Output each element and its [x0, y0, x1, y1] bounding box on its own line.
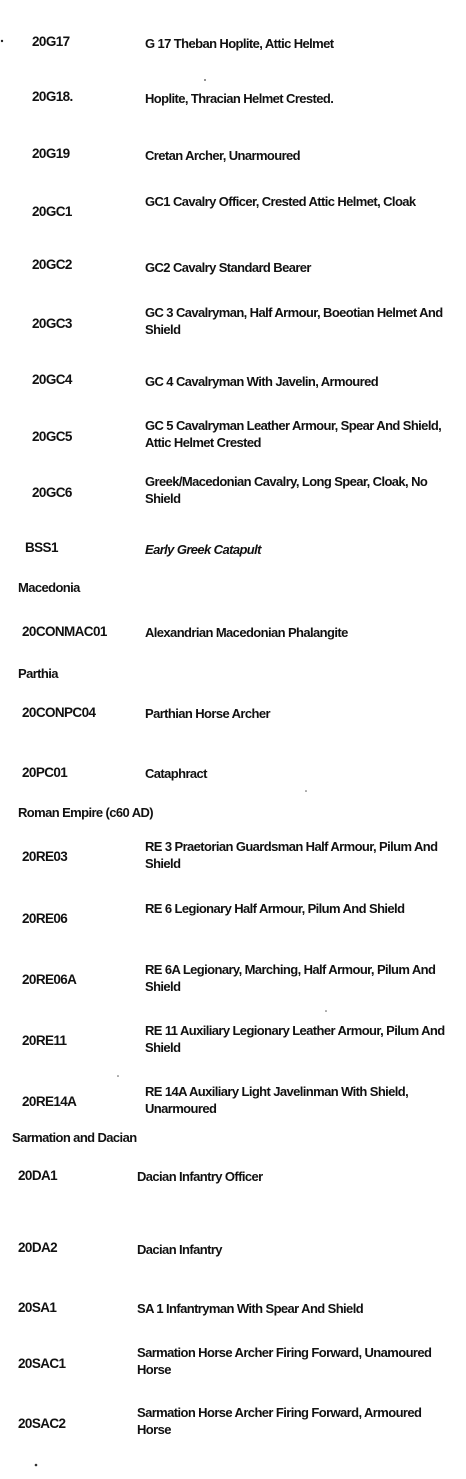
section-heading: Macedonia — [18, 580, 80, 595]
item-description: G 17 Theban Hoplite, Attic Helmet — [145, 36, 334, 51]
item-code: 20RE03 — [22, 849, 68, 864]
item-description: Parthian Horse Archer — [145, 706, 270, 721]
item-description: Greek/Macedonian Cavalry, Long Spear, Cloak, No Shield — [145, 474, 428, 506]
item-code: 20PC01 — [22, 765, 68, 780]
item-code: 20GC3 — [32, 316, 72, 331]
item-code: 20CONPC04 — [22, 705, 96, 720]
section-heading: Parthia — [18, 666, 58, 681]
item-code: 20GC6 — [32, 485, 72, 500]
item-code: 20GC1 — [32, 204, 72, 219]
item-code: 20DA2 — [18, 1240, 58, 1255]
item-description: GC 4 Cavalryman With Javelin, Armoured — [145, 374, 379, 389]
item-code: BSS1 — [25, 540, 58, 555]
item-description: Dacian Infantry Officer — [137, 1169, 263, 1184]
section-heading: Roman Empire (c60 AD) — [18, 805, 154, 820]
item-description: Sarmation Horse Archer Firing Forward, Armoured Horse — [137, 1405, 422, 1437]
item-description: Early Greek Catapult — [145, 542, 261, 557]
item-description: RE 3 Praetorian Guardsman Half Armour, Pilum And Shield — [145, 839, 438, 871]
item-code: 20GC2 — [32, 257, 72, 272]
item-code: 20GC4 — [32, 372, 72, 387]
item-description: GC1 Cavalry Officer, Crested Attic Helmet, Cloak — [145, 194, 416, 209]
item-code: 20GC5 — [32, 429, 72, 444]
item-code: 20G19 — [32, 146, 70, 161]
item-description: GC 3 Cavalryman, Half Armour, Boeotian Helmet And Shield — [145, 305, 443, 337]
item-code: 20CONMAC01 — [22, 624, 107, 639]
item-description: Cretan Archer, Unarmoured — [145, 148, 301, 163]
item-description: RE 14A Auxiliary Light Javelinman With Shield, Unarmoured — [145, 1084, 409, 1116]
item-code: 20RE06 — [22, 911, 68, 926]
item-description: GC2 Cavalry Standard Bearer — [145, 260, 311, 275]
item-description: RE 11 Auxiliary Legionary Leather Armour, Pilum And Shield — [145, 1023, 445, 1055]
item-description: Hoplite, Thracian Helmet Crested. — [145, 91, 334, 106]
item-code: 20DA1 — [18, 1168, 58, 1183]
item-code: 20G18. — [32, 89, 73, 104]
item-description: Sarmation Horse Archer Firing Forward, Unamoured Horse — [137, 1345, 432, 1377]
item-description: Cataphract — [145, 766, 207, 781]
item-code: 20SAC1 — [18, 1356, 66, 1371]
section-heading: Sarmation and Dacian — [12, 1130, 137, 1145]
item-code: 20SA1 — [18, 1300, 57, 1315]
item-code: 20RE14A — [22, 1094, 77, 1109]
item-code: 20RE06A — [22, 972, 77, 987]
item-description: RE 6A Legionary, Marching, Half Armour, Pilum And Shield — [145, 962, 436, 994]
item-code: 20G17 — [32, 34, 70, 49]
item-description: RE 6 Legionary Half Armour, Pilum And Shield — [145, 901, 405, 916]
item-description: Alexandrian Macedonian Phalangite — [145, 625, 348, 640]
item-description: GC 5 Cavalryman Leather Armour, Spear And Shield, Attic Helmet Crested — [145, 418, 442, 450]
item-description: SA 1 Infantryman With Spear And Shield — [137, 1301, 364, 1316]
item-code: 20RE11 — [22, 1033, 67, 1048]
item-description: Dacian Infantry — [137, 1242, 222, 1257]
item-code: 20SAC2 — [18, 1416, 66, 1431]
